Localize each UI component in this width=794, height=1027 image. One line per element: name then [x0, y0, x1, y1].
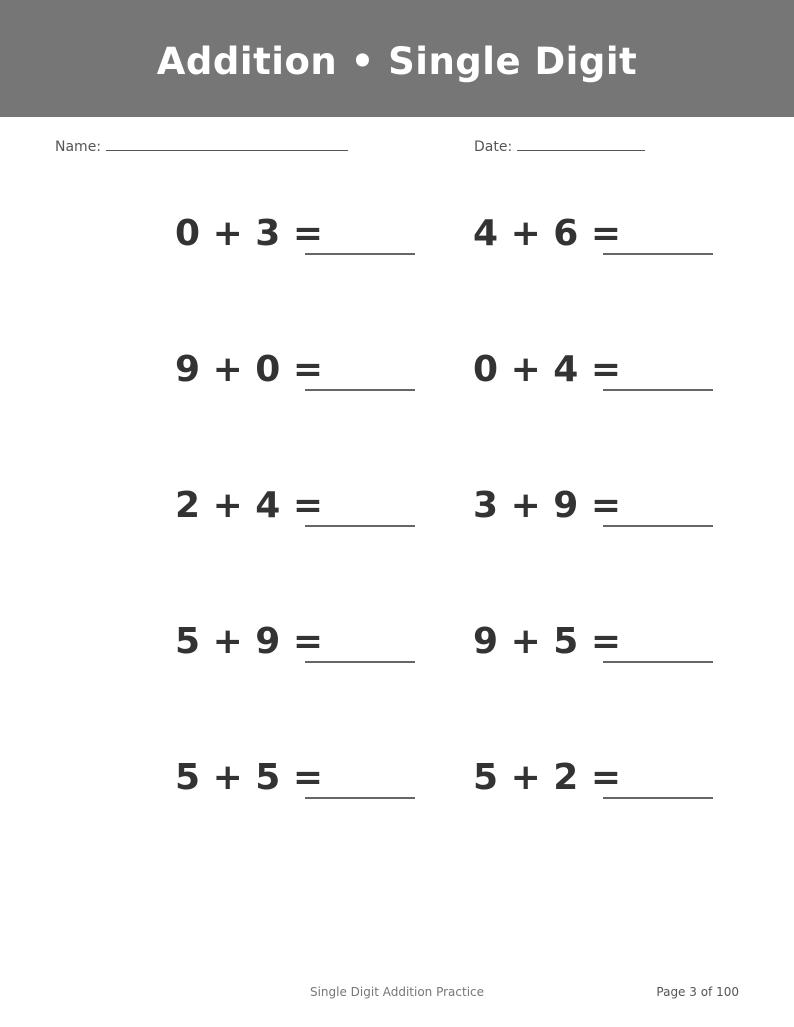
- problem-expression: 9 + 0 =: [175, 349, 324, 390]
- problem-item: [175, 484, 435, 544]
- footer-title: Single Digit Addition Practice: [309, 985, 485, 999]
- problem-expression: 3 + 9 =: [473, 485, 622, 526]
- name-label: Name:: [55, 139, 102, 155]
- answer-blank-line: [305, 389, 415, 391]
- problem-item: [175, 348, 435, 408]
- problem-expression: 0 + 3 =: [175, 213, 324, 254]
- answer-blank-line: [305, 525, 415, 527]
- problem-item: [473, 212, 733, 272]
- answer-blank-line: [603, 389, 713, 391]
- page-number: Page 3 of 100: [656, 985, 739, 999]
- problem-item: [175, 620, 435, 680]
- problem-item: [175, 756, 435, 816]
- answer-blank-line: [305, 797, 415, 799]
- problem-expression: 2 + 4 =: [175, 485, 324, 526]
- answer-blank-line: [305, 661, 415, 663]
- answer-blank-line: [603, 661, 713, 663]
- answer-blank-line: [603, 525, 713, 527]
- problem-expression: 5 + 2 =: [473, 757, 622, 798]
- worksheet-header: [0, 0, 794, 117]
- problem-item: [175, 212, 435, 272]
- problem-expression: 0 + 4 =: [473, 349, 622, 390]
- problem-item: [473, 348, 733, 408]
- problem-item: [473, 756, 733, 816]
- answer-blank-line: [305, 253, 415, 255]
- problem-expression: 5 + 9 =: [175, 621, 324, 662]
- problem-expression: 4 + 6 =: [473, 213, 622, 254]
- problem-item: [473, 484, 733, 544]
- problem-expression: 5 + 5 =: [175, 757, 324, 798]
- date-blank-line: [517, 136, 645, 151]
- problem-item: [473, 620, 733, 680]
- worksheet-title: Addition • Single Digit: [156, 40, 638, 83]
- date-label: Date:: [474, 139, 513, 155]
- date-field: [474, 136, 645, 155]
- problem-expression: 9 + 5 =: [473, 621, 622, 662]
- answer-blank-line: [603, 253, 713, 255]
- answer-blank-line: [603, 797, 713, 799]
- name-blank-line: [106, 136, 348, 151]
- name-field: [55, 136, 348, 155]
